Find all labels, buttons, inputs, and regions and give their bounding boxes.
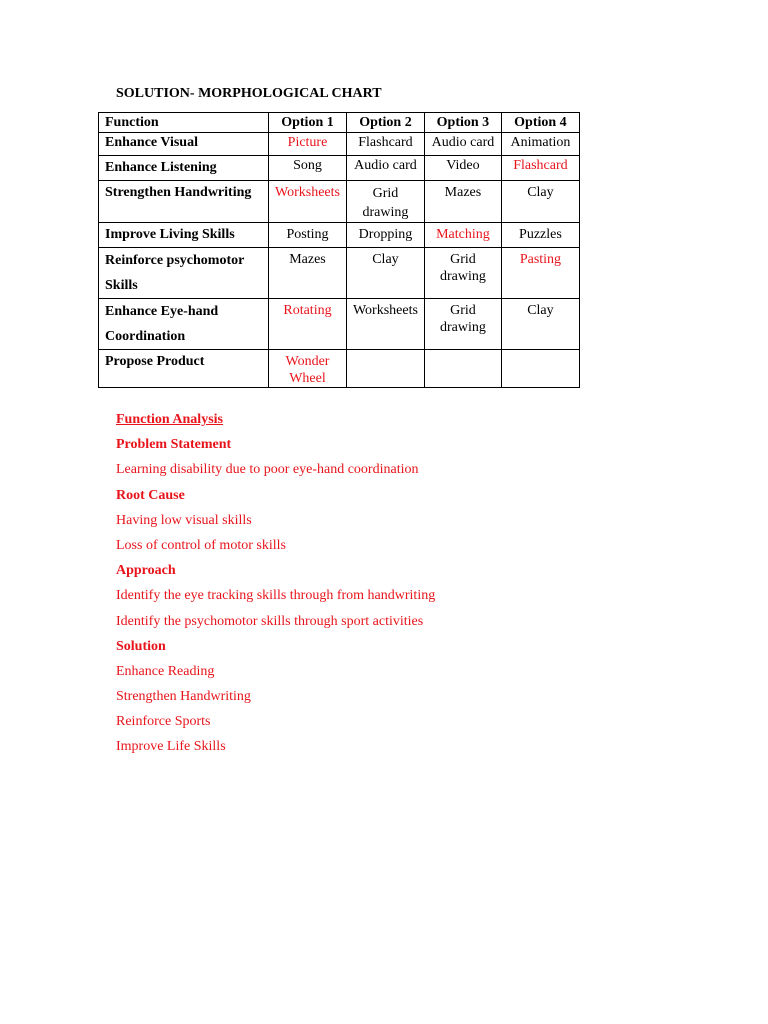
root-cause-item: Having low visual skills bbox=[116, 512, 252, 528]
table-row bbox=[99, 248, 580, 299]
table-row bbox=[99, 181, 580, 223]
function-cell: Propose Product bbox=[99, 350, 269, 388]
option-cell: Posting bbox=[269, 223, 347, 248]
option-cell: Matching bbox=[424, 223, 501, 248]
table-row bbox=[99, 350, 580, 388]
approach-heading: Approach bbox=[116, 563, 176, 579]
header-option-1: Option 1 bbox=[269, 113, 347, 133]
option-cell: Clay bbox=[501, 181, 579, 223]
option-cell: Picture bbox=[269, 133, 347, 156]
root-cause-item: Loss of control of motor skills bbox=[116, 537, 286, 553]
table-row bbox=[99, 223, 580, 248]
solution-item: Strengthen Handwriting bbox=[116, 689, 251, 705]
solution-item: Enhance Reading bbox=[116, 663, 215, 679]
option-cell: Wonder Wheel bbox=[269, 350, 347, 388]
approach-item: Identify the eye tracking skills through from handwriting bbox=[116, 588, 436, 604]
function-cell: Enhance Visual bbox=[99, 133, 269, 156]
option-cell: Mazes bbox=[269, 248, 347, 299]
option-cell: Clay bbox=[501, 299, 579, 350]
option-cell: Song bbox=[269, 156, 347, 181]
problem-statement-heading: Problem Statement bbox=[116, 437, 232, 453]
option-cell: Grid drawing bbox=[424, 299, 501, 350]
option-cell: Puzzles bbox=[501, 223, 579, 248]
option-cell: Grid drawing bbox=[346, 181, 424, 223]
option-cell: Dropping bbox=[346, 223, 424, 248]
header-function: Function bbox=[99, 113, 269, 133]
option-cell: Rotating bbox=[269, 299, 347, 350]
option-cell: Flashcard bbox=[501, 156, 579, 181]
approach-item: Identify the psychomotor skills through sport activities bbox=[116, 613, 424, 629]
header-option-3: Option 3 bbox=[424, 113, 501, 133]
option-cell: Animation bbox=[501, 133, 579, 156]
option-cell: Audio card bbox=[346, 156, 424, 181]
page-title: SOLUTION- MORPHOLOGICAL CHART bbox=[116, 86, 382, 101]
option-cell: Clay bbox=[346, 248, 424, 299]
function-analysis-heading: Function Analysis bbox=[116, 412, 223, 427]
header-option-2: Option 2 bbox=[346, 113, 424, 133]
problem-statement-text: Learning disability due to poor eye-hand coordination bbox=[116, 462, 419, 478]
option-cell: Audio card bbox=[424, 133, 501, 156]
function-cell: Enhance Listening bbox=[99, 156, 269, 181]
option-cell: Pasting bbox=[501, 248, 579, 299]
root-cause-heading: Root Cause bbox=[116, 487, 185, 503]
function-analysis-section bbox=[116, 410, 435, 763]
option-cell: Flashcard bbox=[346, 133, 424, 156]
table-row bbox=[99, 133, 580, 156]
function-cell: Improve Living Skills bbox=[99, 223, 269, 248]
table-row bbox=[99, 299, 580, 350]
solution-item: Reinforce Sports bbox=[116, 714, 211, 730]
function-cell: Reinforce psychomotor Skills bbox=[99, 248, 269, 299]
function-cell: Enhance Eye-hand Coordination bbox=[99, 299, 269, 350]
morphological-chart-table bbox=[98, 112, 580, 388]
function-cell: Strengthen Handwriting bbox=[99, 181, 269, 223]
header-option-4: Option 4 bbox=[501, 113, 579, 133]
solution-item: Improve Life Skills bbox=[116, 739, 226, 755]
option-cell: Mazes bbox=[424, 181, 501, 223]
option-cell bbox=[424, 350, 501, 388]
option-cell bbox=[346, 350, 424, 388]
option-cell: Video bbox=[424, 156, 501, 181]
option-cell: Grid drawing bbox=[424, 248, 501, 299]
solution-heading: Solution bbox=[116, 638, 166, 654]
option-cell bbox=[501, 350, 579, 388]
option-cell: Worksheets bbox=[346, 299, 424, 350]
table-header-row bbox=[99, 113, 580, 133]
table-row bbox=[99, 156, 580, 181]
option-cell: Worksheets bbox=[269, 181, 347, 223]
